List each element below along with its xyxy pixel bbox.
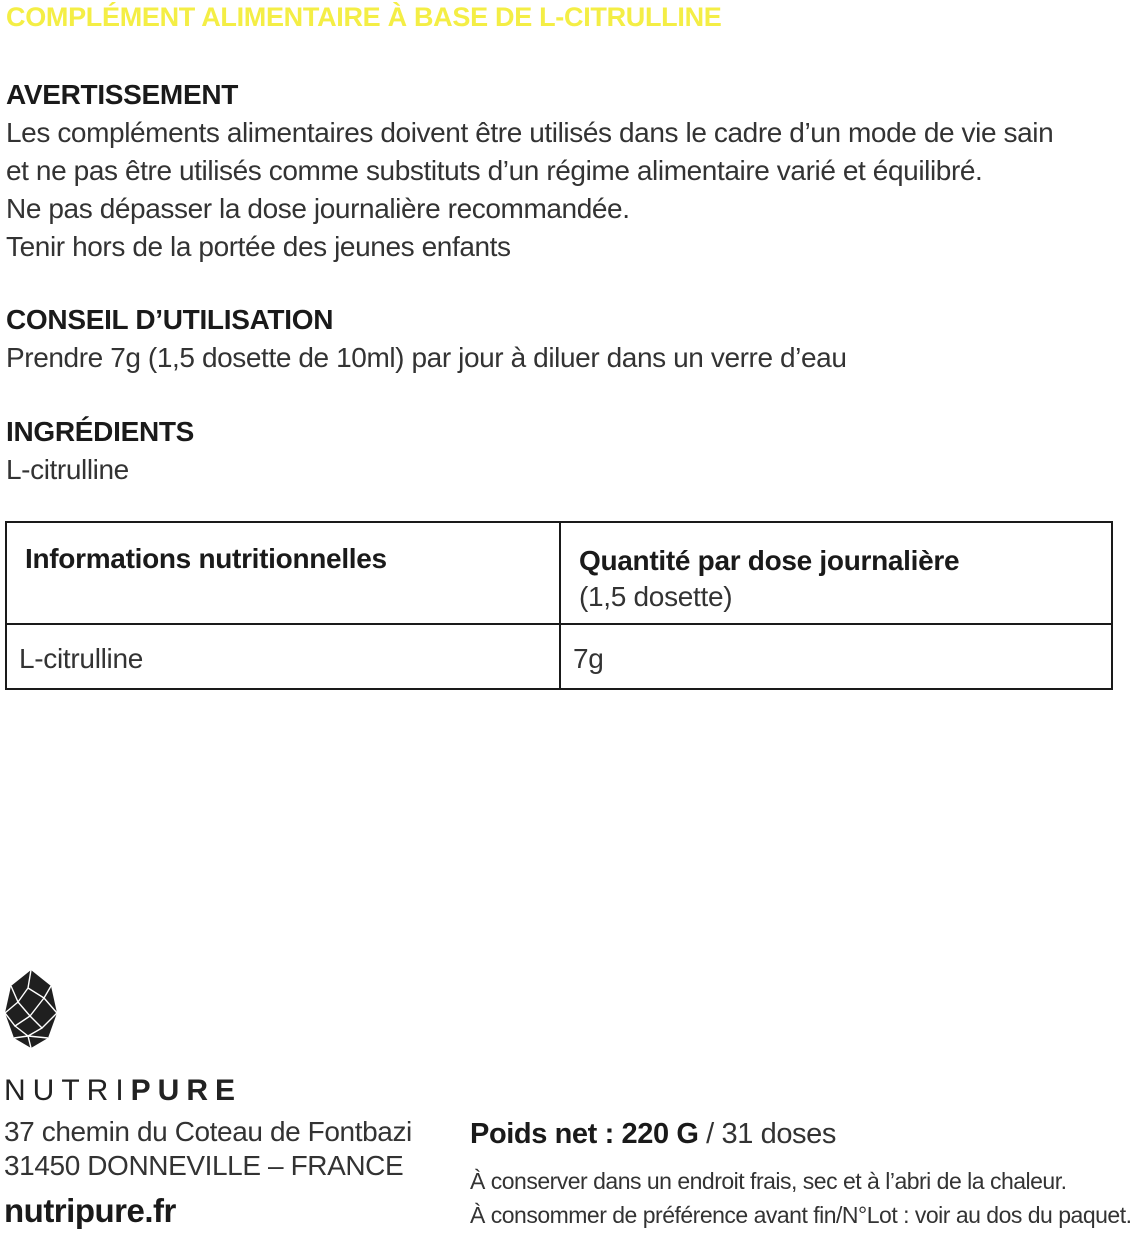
- nutrient-amount: 7g: [573, 643, 604, 674]
- warning-line: et ne pas être utilisés comme substituts d’un régime alimentaire varié et équilibré.: [6, 155, 983, 186]
- nutrition-table: [5, 521, 1113, 690]
- nutrition-col1-header: Informations nutritionnelles: [25, 543, 387, 574]
- table-header-cell: [560, 522, 1112, 624]
- nutrition-col2-header: Quantité par dose journalière: [579, 545, 960, 576]
- warning-section: [6, 76, 1053, 266]
- warning-line: Ne pas dépasser la dose journalière recommandée.: [6, 193, 630, 224]
- warning-line: Les compléments alimentaires doivent être utilisés dans le cadre d’un mode de vie sain: [6, 117, 1054, 148]
- net-weight-label: Poids net : 220 G: [470, 1118, 699, 1150]
- net-weight-doses: / 31 doses: [698, 1118, 836, 1150]
- table-header-row: [6, 522, 1112, 624]
- net-weight: [470, 1118, 836, 1151]
- ingredients-section: [6, 413, 194, 489]
- best-before-note: À consommer de préférence avant fin/N°Lot : voir au dos du paquet.: [470, 1202, 1132, 1228]
- brand-light: NUTRI: [4, 1074, 131, 1107]
- warning-heading: AVERTISSEMENT: [6, 79, 239, 110]
- usage-heading: CONSEIL D’UTILISATION: [6, 304, 334, 335]
- table-header-cell: [6, 522, 560, 624]
- table-row: [6, 624, 1112, 689]
- brand-bold: PURE: [130, 1074, 243, 1107]
- website-link[interactable]: nutripure.fr: [4, 1192, 176, 1229]
- brand-wordmark: [4, 1074, 242, 1108]
- leaf-logo-icon: [4, 968, 58, 1050]
- nutrient-name: L-citrulline: [19, 643, 143, 674]
- table-cell: [6, 624, 560, 689]
- usage-text: Prendre 7g (1,5 dosette de 10ml) par jour à diluer dans un verre d’eau: [6, 342, 847, 373]
- address-line: 31450 DONNEVILLE – FRANCE: [4, 1150, 404, 1181]
- product-title: COMPLÉMENT ALIMENTAIRE À BASE DE L-CITRULLINE: [6, 2, 722, 32]
- table-cell: [560, 624, 1112, 689]
- usage-section: [6, 301, 847, 377]
- warning-line: Tenir hors de la portée des jeunes enfants: [6, 231, 511, 262]
- ingredients-text: L-citrulline: [6, 454, 129, 485]
- ingredients-heading: INGRÉDIENTS: [6, 416, 195, 447]
- address-line: 37 chemin du Coteau de Fontbazi: [4, 1116, 412, 1147]
- storage-instructions: À conserver dans un endroit frais, sec et à l’abri de la chaleur.: [470, 1168, 1067, 1194]
- nutrition-col2-subheader: (1,5 dosette): [579, 581, 733, 612]
